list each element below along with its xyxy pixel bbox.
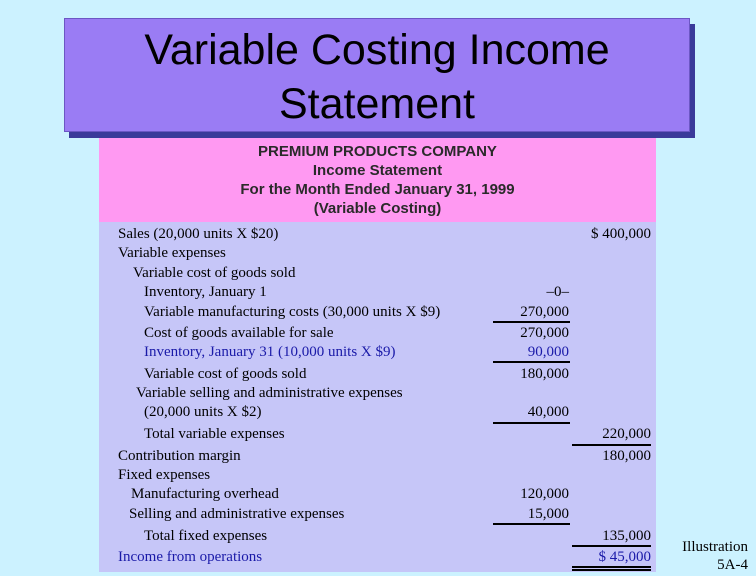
statement-row xyxy=(0,465,756,485)
row-amount-col1: 40,000 xyxy=(527,404,569,420)
row-label: Cost of goods available for sale xyxy=(144,325,334,341)
row-label: Variable manufacturing costs (30,000 units X $9) xyxy=(144,304,441,320)
row-amount-col2: $ 45,000 xyxy=(598,549,651,565)
statement-row-highlighted xyxy=(0,547,756,567)
costing-method: (Variable Costing) xyxy=(313,200,442,217)
row-label: Income from operations xyxy=(118,549,263,565)
illustration-line-2: 5A-4 xyxy=(717,557,748,573)
row-label: Variable selling and administrative expenses xyxy=(136,385,403,401)
row-amount-col1: –0– xyxy=(546,284,569,300)
row-label: Total fixed expenses xyxy=(144,528,268,544)
row-amount-col1: 270,000 xyxy=(520,325,569,341)
row-label: Inventory, January 31 (10,000 units X $9) xyxy=(144,344,396,360)
row-label: Contribution margin xyxy=(118,448,241,464)
row-amount-col1: 120,000 xyxy=(520,486,569,502)
row-amount-col1: 180,000 xyxy=(520,366,569,382)
row-label: Variable cost of goods sold xyxy=(144,366,307,382)
statement-row xyxy=(0,243,756,263)
illustration-line-1: Illustration xyxy=(682,539,748,555)
statement-row xyxy=(0,323,756,343)
statement-row xyxy=(0,383,756,403)
row-amount-col2: 135,000 xyxy=(602,528,651,544)
slide-title-box xyxy=(64,18,690,132)
statement-row xyxy=(0,263,756,283)
row-label: Fixed expenses xyxy=(118,467,211,483)
row-label: Manufacturing overhead xyxy=(131,486,279,502)
row-amount-col1: 15,000 xyxy=(527,506,569,522)
statement-row xyxy=(0,402,756,422)
statement-row xyxy=(0,504,756,524)
illustration-label xyxy=(682,538,748,574)
row-label: Variable cost of goods sold xyxy=(133,265,296,281)
statement-row xyxy=(0,282,756,302)
statement-row xyxy=(0,302,756,322)
statement-row xyxy=(0,446,756,466)
row-amount-col1: 90,000 xyxy=(527,344,569,360)
row-label: Sales (20,000 units X $20) xyxy=(118,226,279,242)
row-amount-col2: 180,000 xyxy=(602,448,651,464)
statement-period: For the Month Ended January 31, 1999 xyxy=(240,181,515,198)
statement-row xyxy=(0,424,756,444)
row-label: Variable expenses xyxy=(118,245,226,261)
subtotal-rule xyxy=(493,361,570,363)
row-label: Total variable expenses xyxy=(144,426,285,442)
company-name: PREMIUM PRODUCTS COMPANY xyxy=(258,143,497,160)
statement-row xyxy=(0,364,756,384)
row-label: (20,000 units X $2) xyxy=(144,404,262,420)
row-label: Inventory, January 1 xyxy=(144,284,267,300)
statement-name: Income Statement xyxy=(312,162,443,179)
statement-row-highlighted xyxy=(0,342,756,362)
statement-row xyxy=(0,484,756,504)
row-amount-col1: 270,000 xyxy=(520,304,569,320)
grand-total-double-rule xyxy=(572,566,651,571)
slide-title-line-2: Statement xyxy=(279,80,475,128)
subtotal-rule xyxy=(493,523,570,525)
row-amount-col2: $ 400,000 xyxy=(591,226,651,242)
row-label: Selling and administrative expenses xyxy=(129,506,345,522)
statement-row xyxy=(0,224,756,244)
statement-row xyxy=(0,526,756,546)
statement-header xyxy=(99,138,656,222)
slide-title-line-1: Variable Costing Income xyxy=(144,26,610,74)
row-amount-col2: 220,000 xyxy=(602,426,651,442)
